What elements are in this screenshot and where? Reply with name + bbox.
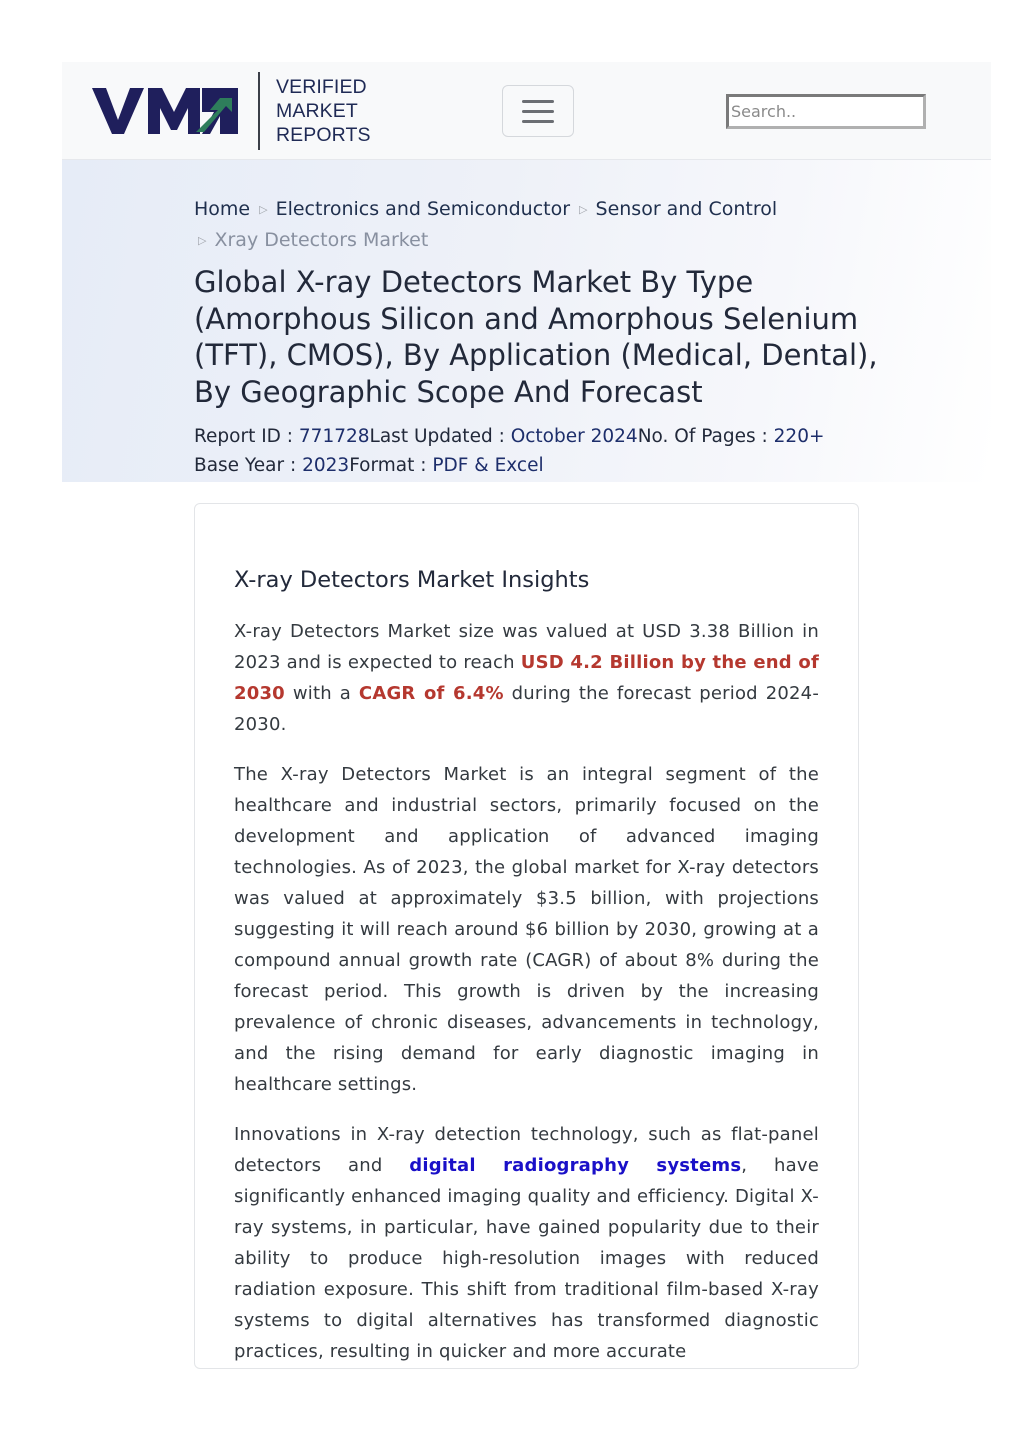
digital-radiography-link[interactable]: digital radiography systems	[409, 1155, 742, 1176]
report-meta	[194, 422, 894, 480]
site-header	[62, 62, 991, 160]
p1-text-b: with a	[284, 683, 359, 704]
p3-text-b: , have significantly enhanced imaging quality and efficiency. Digital X-ray systems, in particular, have gained popularity due to their ability to produce high-resolution images with reduced radiation exposure. This shift from traditional film-based X-ray systems to digital alternatives has transformed diagnostic practices, resulting in quicker and more accurate	[234, 1155, 819, 1362]
report-meta-line-2	[194, 451, 894, 480]
report-meta-line-1	[194, 422, 894, 451]
breadcrumb-sensor-control[interactable]: Sensor and Control	[595, 198, 778, 220]
hamburger-icon-bar	[522, 120, 554, 123]
logo-line-1: VERIFIED	[276, 76, 367, 98]
breadcrumb-line-2	[194, 225, 834, 256]
last-updated-label: Last Updated :	[369, 426, 511, 447]
breadcrumb-electronics[interactable]: Electronics and Semiconductor	[275, 198, 571, 220]
insights-paragraph-1	[234, 616, 819, 740]
breadcrumb-current: Xray Detectors Market	[214, 229, 429, 251]
breadcrumb	[194, 194, 834, 256]
logo-wordmark	[276, 75, 371, 147]
report-hero	[62, 160, 991, 482]
insights-paragraph-3	[234, 1119, 819, 1367]
logo-divider	[258, 72, 260, 150]
insights-content	[234, 564, 819, 1369]
format-value: PDF & Excel	[432, 455, 544, 476]
breadcrumb-home[interactable]: Home	[194, 198, 251, 220]
logo-line-2: MARKET	[276, 100, 358, 122]
insights-card	[194, 503, 859, 1369]
p1-text-c: during the forecast period 2024-2030.	[234, 683, 820, 735]
insights-paragraph-2: The X-ray Detectors Market is an integral segment of the healthcare and industrial sectors, primarily focused on the development and application of advanced imaging technologies. As of 2023, the global market for X-ray detectors was valued at approximately $3.5 billion, with projections suggesting it will reach around $6 billion by 2030, growing at a compound annual growth rate (CAGR) of about 8% during the forecast period. This growth is driven by the increasing prevalence of chronic diseases, advancements in technology, and the rising demand for early diagnostic imaging in healthcare settings.	[234, 764, 819, 1095]
chevron-right-icon: ▷	[259, 203, 268, 216]
report-id-label: Report ID :	[194, 426, 299, 447]
search-input[interactable]	[726, 94, 926, 129]
pages-label: No. Of Pages :	[637, 426, 774, 447]
pages-value: 220+	[773, 426, 825, 447]
hamburger-menu-button[interactable]	[502, 85, 574, 137]
logo-line-3: REPORTS	[276, 124, 371, 146]
p1-highlight-cagr: CAGR of 6.4%	[358, 683, 504, 704]
format-label: Format :	[349, 455, 433, 476]
p1-text-a: X-ray Detectors Market size was valued at USD 3.38 Billion in 2023 and is expected to reach	[234, 621, 819, 673]
vmr-logo-icon	[92, 86, 240, 136]
hamburger-icon-bar	[522, 100, 554, 103]
insights-heading: X-ray Detectors Market Insights	[234, 567, 590, 593]
last-updated-value: October 2024	[510, 426, 638, 447]
chevron-right-icon: ▷	[198, 234, 207, 247]
base-year-value: 2023	[302, 455, 350, 476]
report-id-value: 771728	[298, 426, 370, 447]
page-title: Global X-ray Detectors Market By Type (Amorphous Silicon and Amorphous Selenium (TFT), CMOS), By Application (Medical, Dental), By Geographic Scope And Forecast	[194, 265, 878, 409]
chevron-right-icon: ▷	[579, 203, 588, 216]
site-logo[interactable]	[92, 72, 371, 150]
hamburger-icon-bar	[522, 110, 554, 113]
p3-text-a: Innovations in X-ray detection technology, such as flat-panel detectors and	[234, 1124, 819, 1176]
p1-highlight-forecast: USD 4.2 Billion by the end of 2030	[234, 652, 819, 704]
base-year-label: Base Year :	[194, 455, 303, 476]
